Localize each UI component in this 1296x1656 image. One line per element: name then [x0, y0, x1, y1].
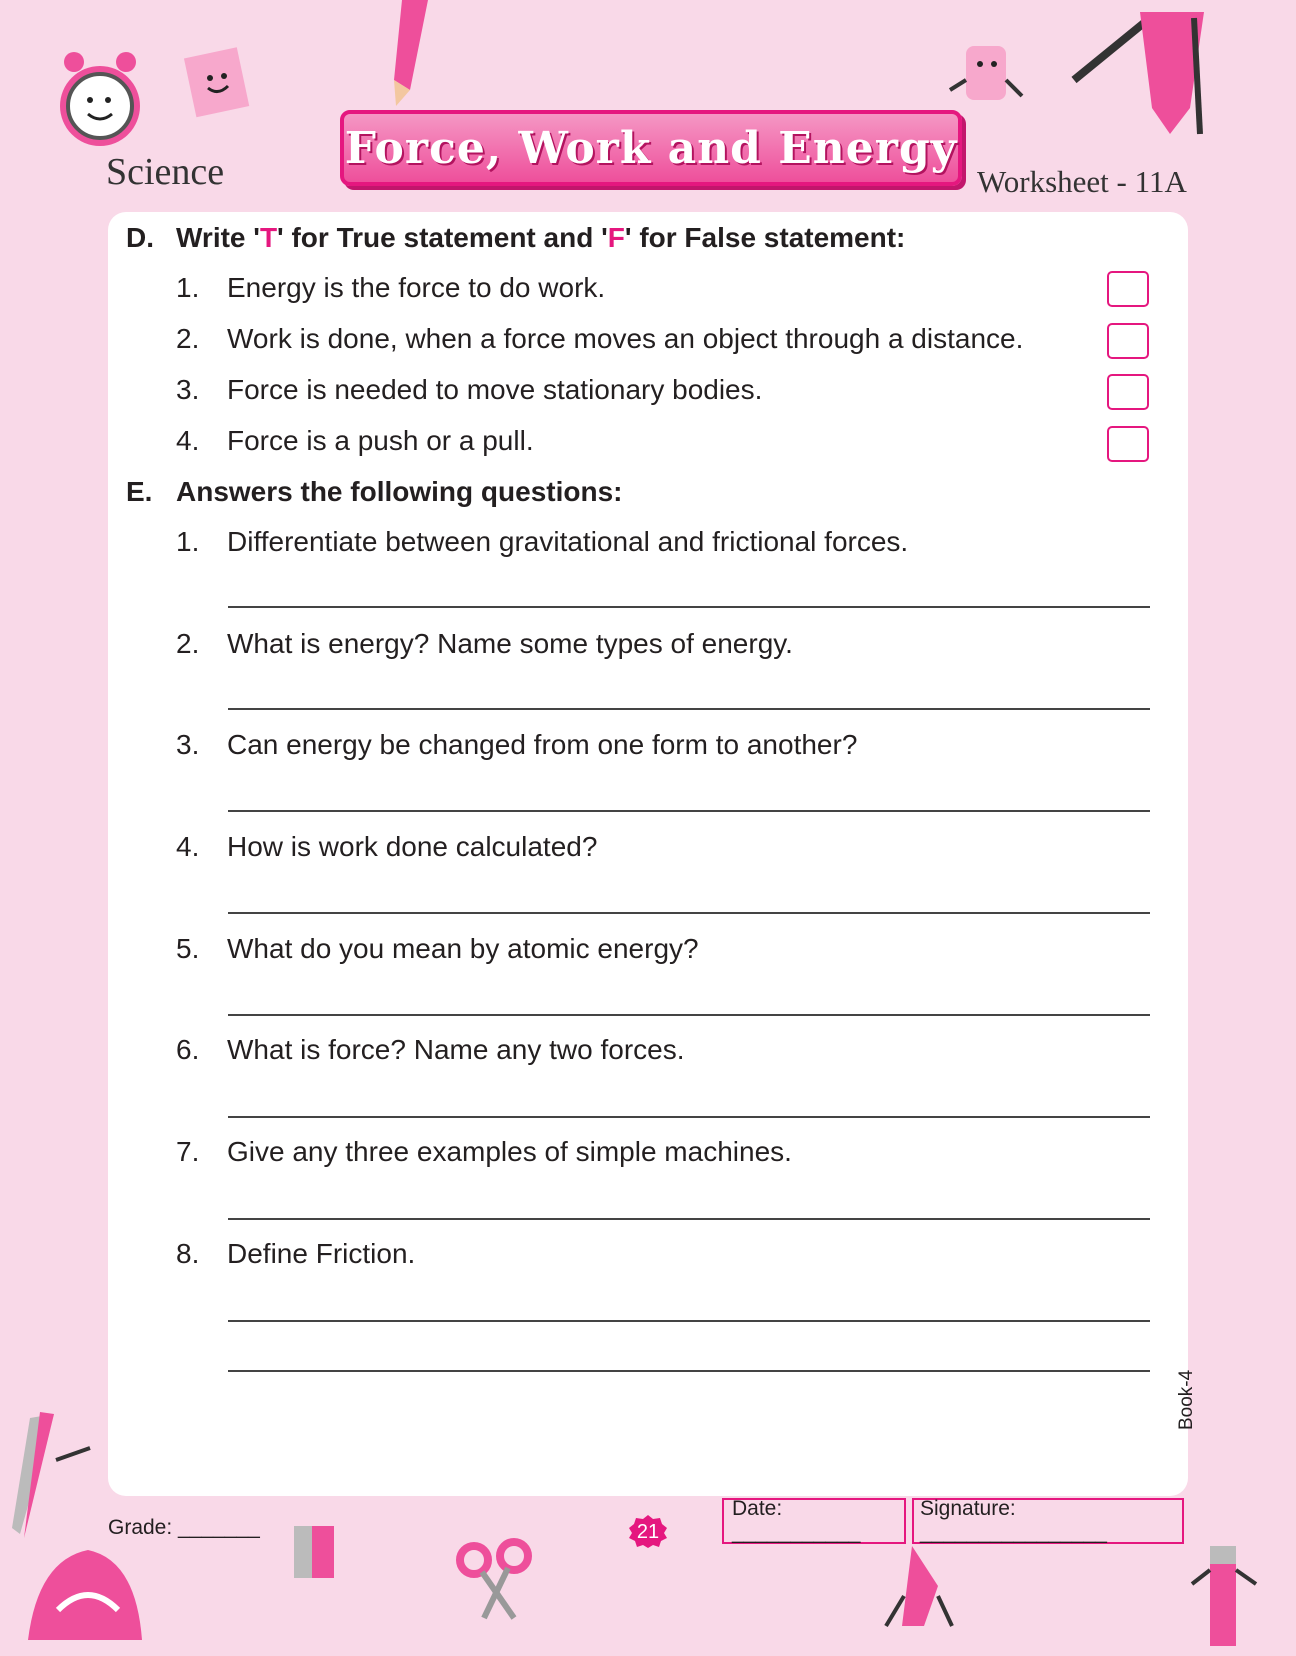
answer-line[interactable] [228, 1320, 1150, 1322]
question-text: What is energy? Name some types of energy. [227, 628, 793, 659]
answer-line[interactable] [228, 708, 1150, 710]
answer-line[interactable] [228, 1014, 1150, 1016]
notepad-icon [178, 44, 258, 124]
tf-item-number: 1. [176, 272, 200, 303]
question-number: 6. [176, 1034, 200, 1065]
section-d-title: Write 'T' for True statement and 'F' for False statement: [176, 222, 906, 253]
answer-line[interactable] [228, 1218, 1150, 1220]
tf-item-text: Force is needed to move stationary bodies. [227, 374, 763, 405]
tf-item-number: 4. [176, 425, 200, 456]
false-letter: F [607, 222, 625, 253]
ruler-icon [10, 1408, 100, 1538]
pencil-icon [382, 0, 442, 110]
question-number: 1. [176, 526, 200, 557]
answer-line[interactable] [228, 912, 1150, 914]
tf-answer-box[interactable] [1107, 374, 1149, 410]
crayon-icon [882, 1546, 956, 1628]
question-text: What do you mean by atomic energy? [227, 933, 699, 964]
question-text: Define Friction. [227, 1238, 416, 1269]
subject-label: Science [106, 151, 225, 193]
question-number: 8. [176, 1238, 200, 1269]
tf-answer-box[interactable] [1107, 426, 1149, 462]
signature-field[interactable]: Signature: ________________ [912, 1498, 1184, 1544]
true-letter: T [259, 222, 278, 253]
tf-item-number: 3. [176, 374, 200, 405]
answer-line[interactable] [228, 1370, 1150, 1372]
ruler-pencil-icon [1070, 8, 1210, 138]
pen-icon [1190, 1540, 1260, 1650]
question-text: Can energy be changed from one form to another? [227, 729, 858, 760]
tf-answer-box[interactable] [1107, 271, 1149, 307]
question-number: 7. [176, 1136, 200, 1167]
title-banner [340, 110, 962, 186]
answer-line[interactable] [228, 1116, 1150, 1118]
question-number: 5. [176, 933, 200, 964]
date-field[interactable]: Date: ___________ [722, 1498, 906, 1544]
question-number: 4. [176, 831, 200, 862]
answer-line[interactable] [228, 810, 1150, 812]
answer-line[interactable] [228, 606, 1150, 608]
eraser-icon [944, 40, 1024, 120]
tf-item-text: Force is a push or a pull. [227, 425, 534, 456]
sharpener-icon [286, 1522, 346, 1592]
question-text: Give any three examples of simple machines. [227, 1136, 792, 1167]
scissors-icon [456, 1538, 534, 1622]
tf-item-number: 2. [176, 323, 200, 354]
tf-item-text: Work is done, when a force moves an object through a distance. [227, 323, 1024, 354]
page-number: 21 [636, 1520, 660, 1543]
grade-field[interactable]: Grade: _______ [108, 1516, 260, 1539]
question-text: What is force? Name any two forces. [227, 1034, 685, 1065]
tf-answer-box[interactable] [1107, 323, 1149, 359]
question-number: 2. [176, 628, 200, 659]
section-d-letter: D. [126, 222, 154, 253]
section-e-letter: E. [126, 476, 153, 507]
question-text: Differentiate between gravitational and frictional forces. [227, 526, 909, 557]
tf-item-text: Energy is the force to do work. [227, 272, 606, 303]
alarm-clock-icon [54, 44, 154, 154]
question-text: How is work done calculated? [227, 831, 598, 862]
section-e-title: Answers the following questions: [176, 476, 623, 507]
worksheet-title: Force, Work and Energy [344, 122, 958, 174]
question-number: 3. [176, 729, 200, 760]
book-label: Book-4 [1176, 1369, 1197, 1430]
worksheet-number: Worksheet - 11A [977, 164, 1187, 199]
